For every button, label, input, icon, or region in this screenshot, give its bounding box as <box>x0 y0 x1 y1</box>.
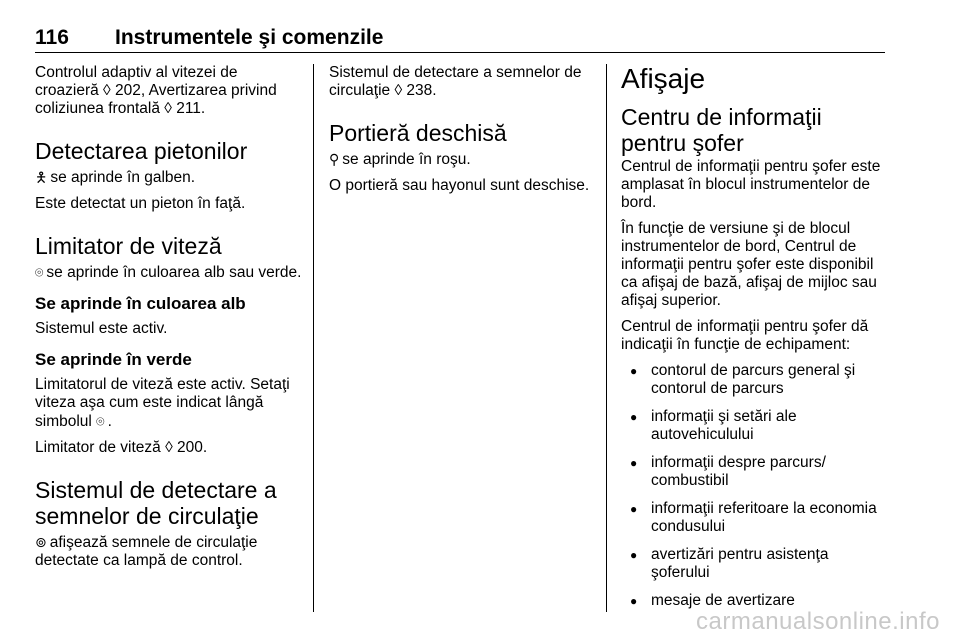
sign-detection-ref: Sistemul de detectare a semnelor de circulaţie ◊ 238. <box>329 64 582 99</box>
column-divider <box>606 64 607 612</box>
list-item: ● contorul de parcurs general şi contorul de parcurs <box>621 362 891 398</box>
displays-title: Afişaje <box>621 63 706 94</box>
pedestrian-heading: Detectarea pietonilor <box>35 138 248 164</box>
column-left <box>35 64 305 578</box>
list-item: ● avertizări pentru asistenţa şoferului <box>621 546 891 582</box>
page-number: 116 <box>35 26 69 49</box>
sign-detection-heading: Sistemul de detectare a semnelor de circulaţie <box>35 477 277 529</box>
sign-detection-line1: ⊚ afişează semnele de circulaţie detectate ca lampă de control. <box>35 534 258 569</box>
dic-bullet-list <box>621 362 891 610</box>
list-item: ● informaţii despre parcurs/ combustibil <box>621 454 891 490</box>
door-icon: ⚲ <box>329 151 340 167</box>
column-divider <box>313 64 314 612</box>
watermark: carmanualsonline.info <box>696 608 940 635</box>
section-title: Instrumentele şi comenzile <box>115 26 384 49</box>
dic-paragraph-1: Centrul de informaţii pentru şofer este amplasat în blocul instrumentelor de bord. <box>621 158 881 211</box>
green-heading: Se aprinde în verde <box>35 350 192 369</box>
list-item: ● informaţii şi setări ale autovehiculului <box>621 408 891 444</box>
column-middle <box>329 64 597 203</box>
dic-paragraph-2: În funcţie de versiune şi de blocul instrumentelor de bord, Centrul de informaţii pentru şofer este disponibil ca afişaj de bază, afişaj de mijloc sau afişaj superior. <box>621 220 877 309</box>
column-right <box>621 64 891 620</box>
pedestrian-icon: 🯅 <box>35 169 48 185</box>
door-line2: O portieră sau hayonul sunt deschise. <box>329 177 590 194</box>
dic-subtitle: Centru de informaţii pentru şofer <box>621 104 822 156</box>
traffic-sign-icon: ⊚ <box>35 534 47 550</box>
intro-text: Controlul adaptiv al vitezei de croazieră ◊ 202, Avertizarea privind coliziunea frontală ◊ 211. <box>35 64 277 117</box>
white-heading: Se aprinde în culoarea alb <box>35 294 246 313</box>
dic-paragraph-3: Centrul de informaţii pentru şofer dă indicaţii în funcţie de echipament: <box>621 318 869 353</box>
page-header <box>35 26 885 53</box>
door-heading: Portieră deschisă <box>329 120 507 146</box>
pedestrian-line1: 🯅 se aprinde în galben. <box>35 169 196 186</box>
list-item: ● mesaje de avertizare <box>621 592 891 610</box>
green-text: Limitatorul de viteză este activ. Setaţi viteza aşa cum este indicat lângă simbolul ⌾ . <box>35 376 290 430</box>
speed-limiter-heading: Limitator de viteză <box>35 233 222 259</box>
door-line1: ⚲ se aprinde în roşu. <box>329 151 471 168</box>
speed-limiter-ref: Limitator de viteză ◊ 200. <box>35 439 208 456</box>
speed-limiter-icon: ⌾ <box>96 413 105 429</box>
white-text: Sistemul este activ. <box>35 320 168 337</box>
list-item: ● informaţii referitoare la economia condusului <box>621 500 891 536</box>
speed-limiter-icon: ⌾ <box>35 264 44 280</box>
pedestrian-line2: Este detectat un pieton în faţă. <box>35 195 246 212</box>
speed-limiter-line1: ⌾ se aprinde în culoarea alb sau verde. <box>35 264 302 281</box>
